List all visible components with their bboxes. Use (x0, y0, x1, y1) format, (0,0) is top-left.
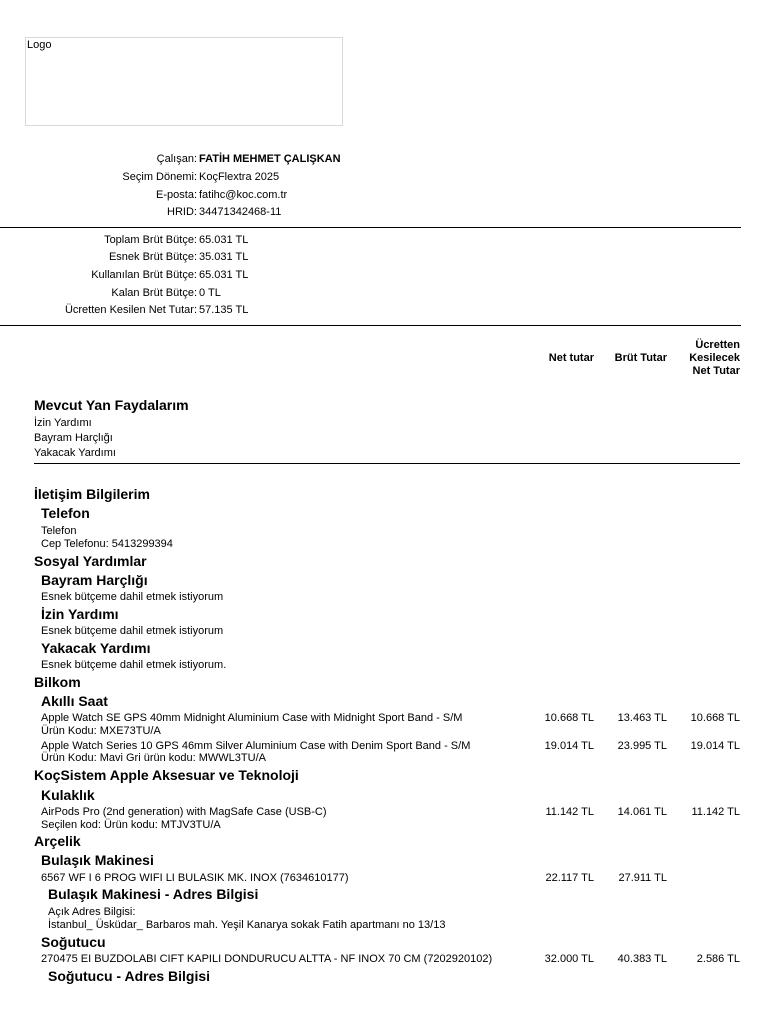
hrid-value: 34471342468-11 (199, 206, 282, 218)
hrid-label: HRID: (167, 206, 197, 218)
vendor-title: Arçelik (34, 833, 81, 849)
divider (0, 325, 741, 326)
category-title: Akıllı Saat (41, 693, 108, 709)
social-benefit-title: İzin Yardımı (41, 606, 119, 622)
deduction-amount: 2.586 TL (696, 953, 740, 965)
net-amount: 19.014 TL (544, 740, 594, 752)
address-label: Açık Adres Bilgisi: (48, 906, 136, 918)
used-budget-value: 65.031 TL (199, 269, 249, 281)
flex-budget-value: 35.031 TL (199, 251, 249, 263)
current-benefit-item: Bayram Harçlığı (34, 432, 113, 444)
address-value: İstanbul_ Üsküdar_ Barbaros mah. Yeşil Kanarya sokak Fatih apartmanı no 13/13 (48, 919, 446, 931)
gross-amount: 14.061 TL (617, 806, 667, 818)
product-code: Ürün Kodu: MXE73TU/A (41, 725, 161, 737)
column-kesilecek-header-line3: Net Tutar (692, 365, 740, 377)
product-name: 6567 WF I 6 PROG WIFI LI BULASIK MK. INOX (7634610177) (41, 872, 349, 884)
category-title: Kulaklık (41, 787, 95, 803)
remaining-budget-value: 0 TL (199, 287, 221, 299)
product-code: Ürün Kodu: Mavi Gri ürün kodu: MWWL3TU/A (41, 752, 266, 764)
logo: Logo (27, 39, 52, 51)
gross-amount: 13.463 TL (617, 712, 667, 724)
vendor-title: KoçSistem Apple Aksesuar ve Teknoloji (34, 767, 299, 783)
net-amount: 10.668 TL (544, 712, 594, 724)
gross-amount: 40.383 TL (617, 953, 667, 965)
product-name: Apple Watch Series 10 GPS 46mm Silver Aluminium Case with Denim Sport Band - S/M (41, 740, 471, 752)
period-value: KoçFlextra 2025 (199, 171, 280, 183)
product-code: Seçilen kod: Ürün kodu: MTJV3TU/A (41, 819, 221, 831)
used-budget-label: Kullanılan Brüt Bütçe: (91, 269, 197, 281)
net-deduction-value: 57.135 TL (199, 304, 249, 316)
phone-label: Telefon (41, 525, 77, 537)
deduction-amount: 19.014 TL (690, 740, 740, 752)
social-benefits-title: Sosyal Yardımlar (34, 553, 147, 569)
employee-name-label: Çalışan: (156, 153, 197, 165)
social-benefit-desc: Esnek bütçeme dahil etmek istiyorum (41, 591, 224, 603)
deduction-amount: 10.668 TL (690, 712, 740, 724)
total-budget-value: 65.031 TL (199, 234, 249, 246)
mobile-phone: Cep Telefonu: 5413299394 (41, 538, 173, 550)
current-benefit-item: İzin Yardımı (34, 417, 92, 429)
social-benefit-title: Yakacak Yardımı (41, 640, 151, 656)
gross-amount: 27.911 TL (618, 872, 667, 884)
column-kesilecek-header-line2: Kesilecek (689, 352, 740, 364)
social-benefit-desc: Esnek bütçeme dahil etmek istiyorum. (41, 659, 227, 671)
category-title: Bulaşık Makinesi (41, 852, 154, 868)
category-title: Soğutucu (41, 934, 106, 950)
remaining-budget-label: Kalan Brüt Bütçe: (111, 287, 197, 299)
product-name: Apple Watch SE GPS 40mm Midnight Aluminium Case with Midnight Sport Band - S/M (41, 712, 463, 724)
vendor-title: Bilkom (34, 674, 81, 690)
current-benefits-title: Mevcut Yan Faydalarım (34, 397, 189, 413)
product-name: 270475 EI BUZDOLABI CIFT KAPILI DONDURUCU ALTTA - NF INOX 70 CM (7202920102) (41, 953, 493, 965)
column-kesilecek-header-line1: Ücretten (695, 339, 740, 351)
net-amount: 22.117 TL (545, 872, 594, 884)
net-amount: 11.142 TL (545, 806, 594, 818)
address-title: Bulaşık Makinesi - Adres Bilgisi (48, 886, 259, 902)
net-deduction-label: Ücretten Kesilen Net Tutar: (64, 304, 197, 316)
divider (0, 227, 741, 228)
total-budget-label: Toplam Brüt Bütçe: (104, 234, 197, 246)
social-benefit-title: Bayram Harçlığı (41, 572, 148, 588)
period-label: Seçim Dönemi: (122, 171, 197, 183)
logo-box (25, 37, 343, 126)
net-amount: 32.000 TL (544, 953, 594, 965)
contact-title: İletişim Bilgilerim (34, 486, 150, 502)
address-title: Soğutucu - Adres Bilgisi (48, 968, 211, 984)
social-benefit-desc: Esnek bütçeme dahil etmek istiyorum (41, 625, 224, 637)
email-value: fatihc@koc.com.tr (199, 189, 288, 201)
flex-budget-label: Esnek Brüt Bütçe: (108, 251, 197, 263)
deduction-amount: 11.142 TL (691, 806, 740, 818)
phone-title: Telefon (41, 505, 90, 521)
column-net-header: Net tutar (548, 352, 594, 364)
gross-amount: 23.995 TL (617, 740, 667, 752)
divider (34, 463, 740, 464)
product-name: AirPods Pro (2nd generation) with MagSafe Case (USB-C) (41, 806, 327, 818)
current-benefit-item: Yakacak Yardımı (34, 447, 116, 459)
column-brut-header: Brüt Tutar (614, 352, 667, 364)
email-label: E-posta: (156, 189, 197, 201)
employee-name: FATİH MEHMET ÇALIŞKAN (199, 153, 341, 165)
